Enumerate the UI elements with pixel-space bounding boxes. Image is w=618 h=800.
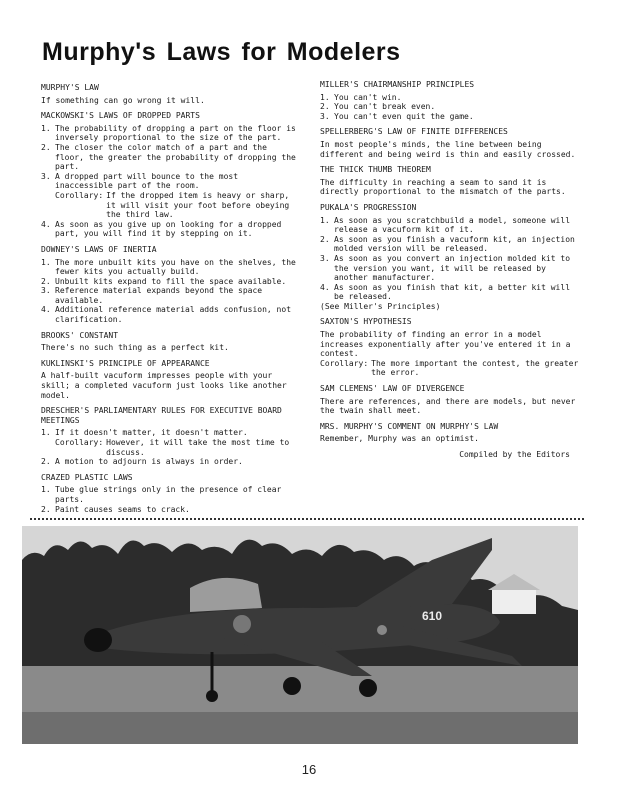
list-item: 1. If it doesn't matter, it doesn't matter. Corollary: However, it will take the most time to discuss. — [41, 428, 297, 457]
law-title: SAM CLEMENS' LAW OF DIVERGENCE — [320, 384, 465, 394]
law-text: The probability of finding an error in a model increases exponentially after you've entered it in a contest. — [320, 330, 571, 359]
list-item: 1. As soon as you scratchbuild a model, someone will release a vacuform kit of it. — [320, 215, 571, 235]
law-text: If something can go wrong it will. — [41, 95, 205, 105]
editors-credit: Compiled by the Editors — [459, 450, 570, 459]
list-item: 2. You can't break even. — [320, 102, 436, 112]
law-drescher — [41, 406, 297, 467]
law-title: DRESCHER'S PARLIAMENTARY RULES FOR EXECUTIVE BOARD MEETINGS — [41, 406, 282, 425]
photo-building — [492, 588, 536, 614]
list-item: 3. Reference material expands beyond the space available. — [41, 286, 263, 305]
law-title: MURPHY'S LAW — [41, 83, 99, 92]
list-item: 2. The closer the color match of a part and the floor, the greater the probability of dropping the part. — [41, 142, 296, 172]
law-miller — [320, 80, 582, 121]
list-item: 2. Paint causes seams to crack. — [41, 504, 190, 514]
photo-grass — [22, 712, 578, 744]
corollary-label: Corollary: — [320, 358, 369, 368]
page-number: 16 — [301, 762, 317, 777]
law-text: Remember, Murphy was an optimist. — [320, 434, 479, 444]
corollary-label: Corollary: — [55, 190, 104, 200]
list-item: 3. A dropped part will bounce to the most inaccessible part of the room. Corollary: If the dropped item is heavy or sharp, it will visit your foot before obeying the third law. — [41, 172, 297, 220]
law-title: BROOKS' CONSTANT — [41, 330, 119, 340]
list-item: 2. As soon as you finish a vacuform kit, an injection molded version will be released. — [320, 234, 575, 254]
law-title: KUKLINSKI'S PRINCIPLE OF APPEARANCE — [41, 358, 210, 368]
list-item: 3. You can't even quit the game. — [320, 111, 474, 121]
list-item: 1. The more unbuilt kits you have on the shelves, the fewer kits you actually build. — [41, 257, 296, 277]
law-crazed — [41, 473, 297, 514]
law-text: The difficulty in reaching a seam to sand it is directly proportional to the mismatch of the parts. — [320, 177, 566, 197]
law-mrs-murphy — [320, 422, 582, 444]
law-text: There are references, and there are models, but never the twain shall meet. — [320, 396, 576, 416]
law-mackowski — [41, 111, 297, 239]
law-title: SPELLERBERG'S LAW OF FINITE DIFFERENCES — [320, 127, 508, 137]
law-list — [320, 93, 582, 122]
law-list — [320, 216, 582, 302]
list-item: 4. Additional reference material adds confusion, not clarification. — [41, 305, 292, 325]
law-list — [41, 485, 297, 514]
law-spellerberg — [320, 127, 582, 159]
list-item: 2. A motion to adjourn is always in order. — [41, 457, 243, 467]
jet-tail-number: 610 — [422, 609, 443, 623]
law-title: MILLER'S CHAIRMANSHIP PRINCIPLES — [320, 80, 475, 89]
law-thick-thumb — [320, 165, 582, 197]
law-title: SAXTON'S HYPOTHESIS — [320, 317, 412, 327]
jet-intake — [84, 628, 112, 652]
law-clemens — [320, 384, 582, 416]
law-text: A half-built vacuform impresses people with your skill; a completed vacuform just looks like another model. — [41, 371, 287, 400]
law-title: MRS. MURPHY'S COMMENT ON MURPHY'S LAW — [320, 421, 499, 431]
law-list — [41, 258, 297, 325]
dotted-divider — [30, 518, 584, 520]
corollary — [55, 438, 297, 457]
left-column — [41, 83, 297, 520]
list-item: 4. As soon as you finish that kit, a better kit will be released. — [320, 282, 571, 302]
aircraft-photo — [22, 526, 578, 744]
law-note: (See Miller's Principles) — [320, 301, 441, 311]
law-list — [41, 124, 297, 239]
law-kuklinski — [41, 359, 297, 400]
corollary — [320, 359, 582, 378]
law-title: DOWNEY'S LAWS OF INERTIA — [41, 244, 157, 254]
list-item: 1. You can't win. — [320, 92, 402, 102]
law-title: CRAZED PLASTIC LAWS — [41, 472, 133, 482]
law-title: THE THICK THUMB THEOREM — [320, 165, 431, 175]
list-item: 1. The probability of dropping a part on the floor is inversely proportional to the size of the part. — [41, 123, 296, 143]
right-column — [320, 80, 582, 460]
law-downey — [41, 245, 297, 325]
jet-main-wheel — [359, 679, 377, 697]
corollary — [55, 191, 297, 220]
corollary-text: If the dropped item is heavy or sharp, it will visit your foot before obeying the third law. — [106, 190, 290, 220]
corollary-text: The more important the contest, the greater the error. — [371, 358, 579, 378]
list-item: 3. As soon as you convert an injection molded kit to the version you want, it will be released by another manufacturer. — [320, 253, 571, 283]
jet-star-insignia — [377, 625, 387, 635]
jet-insignia — [233, 615, 251, 633]
corollary-text: However, it will take the most time to discuss. — [106, 438, 290, 457]
law-saxton — [320, 317, 582, 378]
jet-canopy — [190, 578, 262, 612]
jet-nose-wheel — [206, 690, 218, 702]
law-murphy — [41, 83, 297, 105]
list-item: 4. As soon as you give up on looking for a dropped part, you will find it by stepping on it. — [41, 219, 282, 239]
law-list — [41, 428, 297, 466]
law-title: PUKALA'S PROGRESSION — [320, 202, 417, 212]
law-title: MACKOWSKI'S LAWS OF DROPPED PARTS — [41, 111, 200, 121]
jet-main-wheel — [283, 677, 301, 695]
page-title: Murphy's Laws for Modelers — [42, 38, 401, 66]
corollary-label: Corollary: — [55, 438, 104, 447]
list-item: 1. Tube glue strings only in the presence of clear parts. — [41, 485, 282, 504]
law-brooks — [41, 331, 297, 353]
law-pukala — [320, 203, 582, 312]
list-item: 2. Unbuilt kits expand to fill the space available. — [41, 276, 287, 286]
law-text: There's no such thing as a perfect kit. — [41, 343, 229, 353]
law-text: In most people's minds, the line between being different and being weird is thin and easily crossed. — [320, 139, 576, 159]
